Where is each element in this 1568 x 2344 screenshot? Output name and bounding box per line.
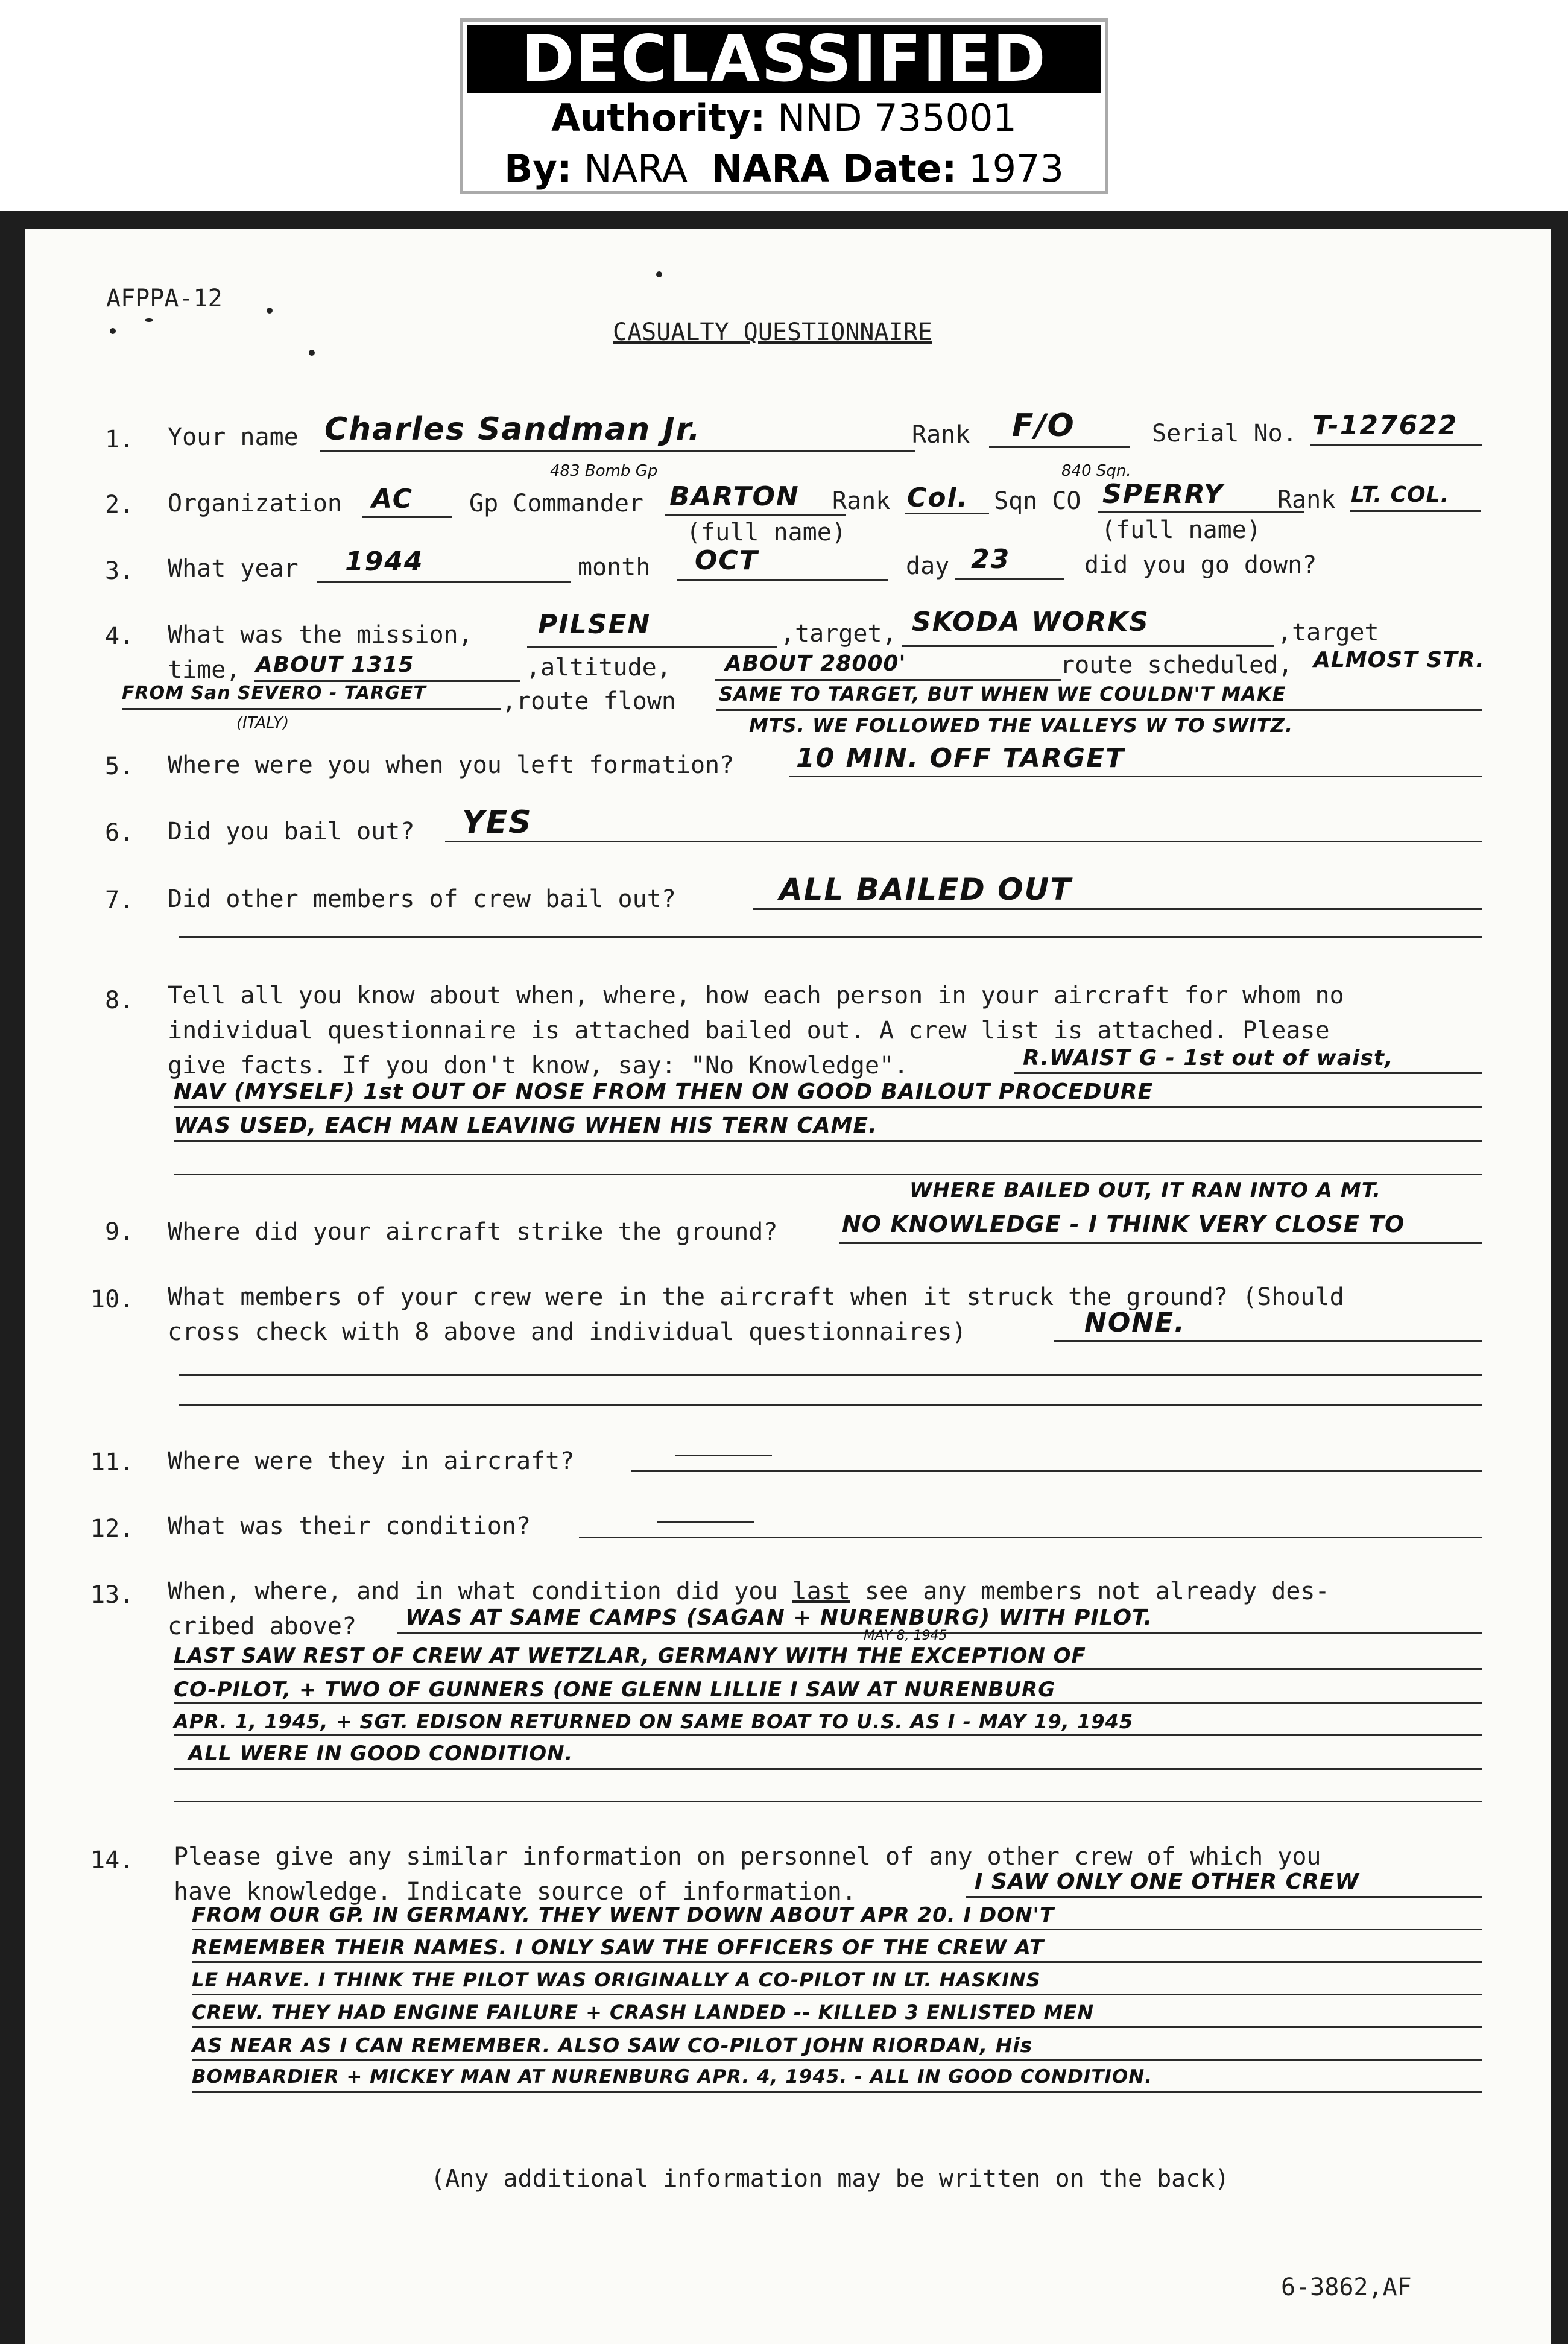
q13-answer-5: ALL WERE IN GOOD CONDITION. [188, 1742, 574, 1766]
q9-answer-above: WHERE BAILED OUT, IT RAN INTO A MT. [909, 1178, 1382, 1202]
q7-number: 7. [105, 886, 134, 914]
q9-label: Where did your aircraft strike the ground? [168, 1218, 778, 1246]
q5-line [789, 776, 1482, 777]
q2-org-value: AC [371, 484, 413, 514]
q1-serial-label: Serial No. [1152, 420, 1297, 447]
q14-line-a4 [192, 1994, 1482, 1995]
q2-org-line [362, 516, 452, 518]
q2-rank2-value: LT. COL. [1351, 482, 1450, 507]
q6-number: 6. [105, 819, 134, 847]
q6-value: YES [462, 804, 533, 841]
q13-answer-2-note: MAY 8, 1945 [864, 1628, 947, 1643]
q13-line-2: cribed above? [168, 1613, 357, 1640]
q1-number: 1. [105, 426, 134, 453]
q14-answer-7: BOMBARDIER + MICKEY MAN AT NURENBURG APR. 4, 1945. - ALL IN GOOD CONDITION. [192, 2066, 1153, 2088]
q14-number: 14. [90, 1846, 134, 1874]
speck [145, 318, 153, 322]
q4-mission-value: PILSEN [538, 609, 651, 640]
q1-name-value: Charles Sandman Jr. [324, 411, 701, 447]
q4-route-value-1: ALMOST STR. [1314, 648, 1485, 672]
q3-month-line [677, 579, 888, 581]
q8-line-a4 [174, 1174, 1482, 1175]
q1-serial-line [1310, 444, 1482, 446]
q14-line-a5 [192, 2026, 1482, 2028]
q1-rank-label: Rank [912, 421, 970, 449]
q13-line-a3 [174, 1702, 1482, 1704]
q13-line-a5 [174, 1768, 1482, 1770]
q2-gp-note: 483 Bomb Gp [550, 462, 658, 480]
q4-number: 4. [105, 622, 134, 650]
q4-altitude-value: ABOUT 28000' [725, 651, 906, 676]
q4-time-value: ABOUT 1315 [256, 652, 414, 677]
q2-rank-label: Rank [832, 487, 891, 515]
q4-flown-label: ,route flown [502, 687, 676, 715]
q3-day-label: day [906, 552, 950, 580]
q5-value: 10 MIN. OFF TARGET [796, 743, 1125, 774]
q3-month-value: OCT [695, 545, 759, 576]
q2-sqn-note: 840 Sqn. [1061, 462, 1131, 480]
questionnaire-sheet [25, 229, 1551, 2344]
q14-line-a1 [966, 1896, 1482, 1898]
q3-day-line [955, 578, 1064, 580]
q2-sqn-value: SPERRY [1102, 479, 1224, 510]
q8-line-a2 [174, 1106, 1482, 1108]
q13-answer-4: APR. 1, 1945, + SGT. EDISON RETURNED ON SAME BOAT TO U.S. AS I - MAY 19, 1945 [174, 1710, 1134, 1733]
q2-gp-label: Gp Commander [469, 490, 643, 517]
q7-line-2 [179, 936, 1482, 938]
q7-line [753, 908, 1482, 910]
q4-time-line [254, 680, 520, 682]
q14-line-a3 [192, 1961, 1482, 1963]
q14-answer-4: LE HARVE. I THINK THE PILOT WAS ORIGINALLY A CO-PILOT IN LT. HASKINS [192, 1968, 1041, 1991]
q3-month-label: month [578, 554, 651, 581]
q2-rank-value: Col. [907, 482, 969, 513]
q1-rank-value: F/O [1012, 408, 1075, 444]
q4-route-line [122, 708, 501, 710]
q3-year-value: 1944 [345, 546, 424, 577]
q14-line-a2 [192, 1929, 1482, 1930]
q12-number: 12. [90, 1515, 134, 1543]
q8-line-a1 [1014, 1072, 1482, 1074]
q2-rank2-label: Rank [1277, 486, 1336, 514]
q13-answer-3: CO-PILOT, + TWO OF GUNNERS (ONE GLENN LILLIE I SAW AT NURENBURG [174, 1678, 1056, 1702]
q4-time-label: time, [168, 656, 241, 684]
q2-full-name-1: (full name) [686, 519, 846, 546]
q3-year-label: What year [168, 555, 299, 583]
stamp-title: DECLASSIFIED [467, 25, 1101, 93]
q2-sqn-line [1098, 511, 1304, 513]
q4-mission-label: What was the mission, [168, 621, 473, 649]
q4-altitude-line [715, 679, 1061, 681]
q4-target-value: SKODA WORKS [912, 607, 1149, 637]
q2-org-label: Organization [168, 490, 342, 517]
q1-name-line [320, 450, 915, 452]
footer-note: (Any additional information may be written on the back) [431, 2165, 1230, 2193]
q14-line-1: Please give any similar information on personnel of any other crew of which you [174, 1843, 1321, 1871]
q4-altitude-label: ,altitude, [526, 654, 671, 681]
q7-value: ALL BAILED OUT [779, 872, 1072, 907]
q1-rank-line [989, 446, 1130, 448]
q13-line-a4 [174, 1734, 1482, 1736]
q11-dash [675, 1455, 772, 1456]
q4-flown-line [716, 709, 1482, 711]
speck [110, 328, 116, 334]
q3-tail: did you go down? [1084, 551, 1317, 579]
q9-answer: NO KNOWLEDGE - I THINK VERY CLOSE TO [842, 1211, 1405, 1237]
speck [656, 271, 662, 277]
q8-line-1: Tell all you know about when, where, how each person in your aircraft for whom no [168, 982, 1344, 1009]
q13-line-1: When, where, and in what condition did you last see any members not already des- [168, 1578, 1330, 1605]
q8-line-3: give facts. If you don't know, say: "No Knowledge". [168, 1052, 909, 1079]
q12-line [579, 1537, 1482, 1538]
q10-line-a2 [179, 1374, 1482, 1376]
q3-year-line [317, 581, 571, 583]
q10-line-1: What members of your crew were in the aircraft when it struck the ground? (Should [168, 1283, 1344, 1311]
q11-number: 11. [90, 1448, 134, 1476]
q12-label: What was their condition? [168, 1512, 531, 1540]
form-id: AFPPA-12 [106, 285, 223, 312]
q4-target-line [902, 645, 1274, 647]
q14-answer-3: REMEMBER THEIR NAMES. I ONLY SAW THE OFFICERS OF THE CREW AT [192, 1936, 1045, 1960]
q6-line [445, 841, 1482, 842]
q5-number: 5. [105, 753, 134, 780]
q2-full-name-2: (full name) [1101, 516, 1261, 544]
q4-mission-line [527, 646, 777, 648]
q13-line-a2 [174, 1668, 1482, 1670]
q10-answer: NONE. [1084, 1307, 1186, 1338]
document-scan [0, 211, 1568, 2344]
q4-route-label: route scheduled, [1060, 651, 1293, 679]
form-number: 6-3862,AF [1281, 2273, 1412, 2301]
q4-target2-label: ,target [1277, 619, 1379, 646]
q4-flown-value-1: SAME TO TARGET, BUT WHEN WE COULDN'T MAKE [719, 683, 1286, 706]
stamp-by-date: By: NARA NARA Date: 1973 [504, 147, 1064, 191]
q13-answer-2: LAST SAW REST OF CREW AT WETZLAR, GERMANY WITH THE EXCEPTION OF [174, 1644, 1086, 1668]
q11-label: Where were they in aircraft? [168, 1447, 575, 1475]
q8-number: 8. [105, 987, 134, 1014]
q8-line-a3 [174, 1140, 1482, 1142]
q2-gp-line [665, 514, 846, 516]
q13-number: 13. [90, 1581, 134, 1609]
q10-line-a3 [179, 1404, 1482, 1406]
q2-number: 2. [105, 491, 134, 519]
speck [309, 350, 315, 356]
q9-line [839, 1242, 1482, 1244]
q4-target-label: ,target, [780, 620, 897, 648]
q14-line-a7 [192, 2091, 1482, 2093]
q9-number: 9. [105, 1218, 134, 1246]
q4-route-note: (ITALY) [236, 714, 289, 732]
q14-line-2: have knowledge. Indicate source of information. [174, 1878, 856, 1906]
declassified-stamp [460, 18, 1108, 194]
q5-label: Where were you when you left formation? [168, 751, 735, 779]
q2-sqn-label: Sqn CO [994, 487, 1081, 515]
q14-line-a6 [192, 2059, 1482, 2061]
q1-name-label: Your name [168, 423, 299, 451]
q8-answer-3: WAS USED, EACH MAN LEAVING WHEN HIS TERN CAME. [174, 1113, 877, 1138]
speck [267, 308, 273, 314]
q3-day-value: 23 [971, 544, 1011, 575]
q4-flown-value-2: MTS. WE FOLLOWED THE VALLEYS W TO SWITZ. [749, 714, 1294, 737]
q10-answer-line [1054, 1340, 1482, 1342]
q2-gp-value: BARTON [669, 481, 800, 512]
q14-answer-6: AS NEAR AS I CAN REMEMBER. ALSO SAW CO-PILOT JOHN RIORDAN, His [192, 2033, 1033, 2057]
q14-answer-2: FROM OUR GP. IN GERMANY. THEY WENT DOWN ABOUT APR 20. I DON'T [192, 1903, 1055, 1927]
q13-answer-1: WAS AT SAME CAMPS (SAGAN + NURENBURG) WITH PILOT. [405, 1605, 1153, 1630]
q7-label: Did other members of crew bail out? [168, 885, 676, 913]
q12-dash [657, 1521, 754, 1523]
q4-route-value-2: FROM San SEVERO - TARGET [122, 683, 426, 704]
q8-answer-1: R.WAIST G - 1st out of waist, [1023, 1046, 1394, 1070]
q10-number: 10. [90, 1286, 134, 1313]
q3-number: 3. [105, 557, 134, 585]
q10-line-2: cross check with 8 above and individual questionnaires) [168, 1318, 967, 1346]
q1-serial-value: T-127622 [1312, 410, 1458, 441]
stamp-authority: Authority: NND 735001 [551, 96, 1017, 140]
q8-line-2: individual questionnaire is attached bailed out. A crew list is attached. Please [168, 1017, 1330, 1044]
q13-line-a6 [174, 1801, 1482, 1802]
q14-answer-1: I SAW ONLY ONE OTHER CREW [975, 1869, 1360, 1894]
q14-answer-5: CREW. THEY HAD ENGINE FAILURE + CRASH LANDED -- KILLED 3 ENLISTED MEN [192, 2001, 1094, 2024]
q2-rank2-line [1350, 510, 1481, 512]
form-title: CASUALTY QUESTIONNAIRE [613, 318, 932, 346]
q8-answer-2: NAV (MYSELF) 1st OUT OF NOSE FROM THEN ON GOOD BAILOUT PROCEDURE [174, 1079, 1154, 1104]
q6-label: Did you bail out? [168, 818, 415, 845]
q11-line [631, 1470, 1482, 1472]
